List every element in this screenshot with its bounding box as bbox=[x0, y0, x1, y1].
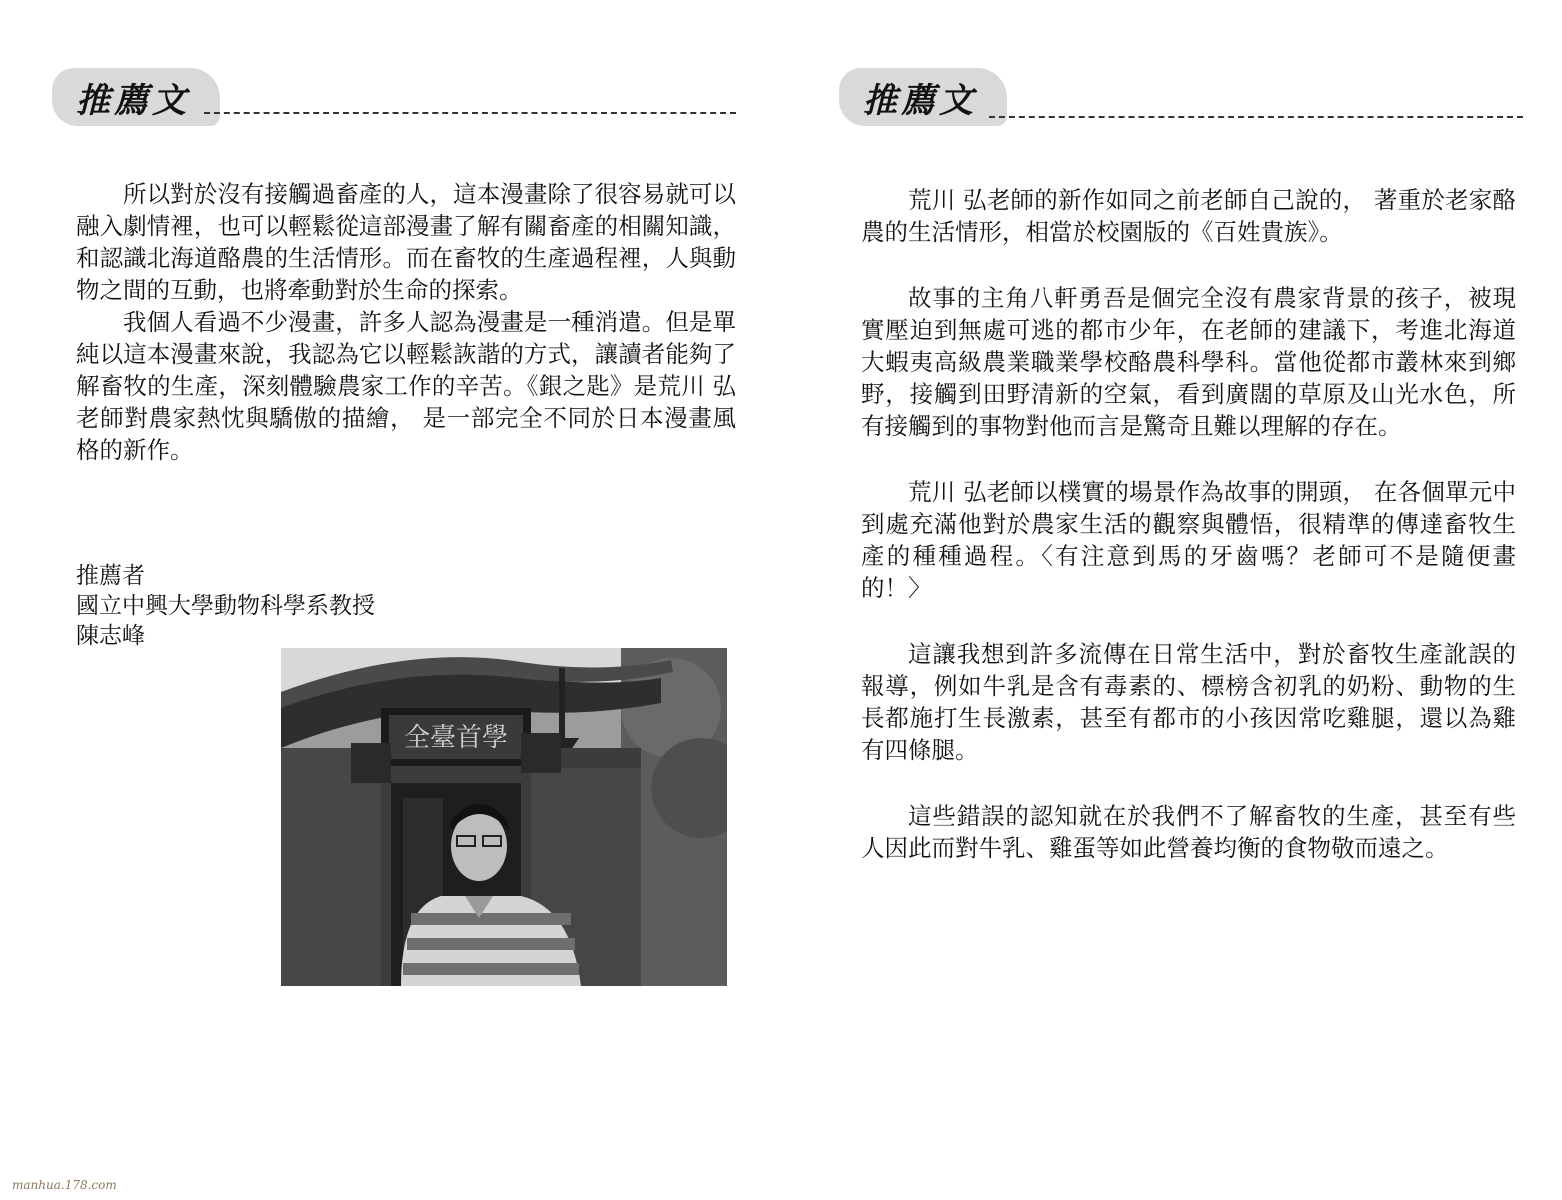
recommender-block bbox=[76, 561, 375, 651]
right-page bbox=[781, 0, 1562, 1200]
recommender-name: 陳志峰 bbox=[76, 623, 145, 649]
right-body-text bbox=[861, 184, 1516, 898]
left-header-title: 推薦文 bbox=[76, 80, 190, 121]
right-paragraph-1: 荒川 弘老師的新作如同之前老師自己說的， 著重於老家酪農的生活情形，相當於校園版的《百姓貴族》。 bbox=[861, 186, 1516, 246]
recommender-affiliation: 國立中興大學動物科學系教授 bbox=[76, 593, 375, 619]
photo-illustration bbox=[281, 648, 727, 986]
right-header-title: 推薦文 bbox=[863, 80, 977, 121]
photo-plaque-text: 全臺首學 bbox=[403, 723, 509, 753]
right-paragraph-3: 荒川 弘老師以樸實的場景作為故事的開頭， 在各個單元中到處充滿他對於農家生活的觀察與體悟，很精準的傳達畜牧生產的種種過程。〈有注意到馬的牙齒嗎？老師可不是隨便畫的！〉 bbox=[861, 478, 1516, 602]
right-header-tab bbox=[839, 68, 1007, 126]
right-paragraph-2: 故事的主角八軒勇吾是個完全沒有農家背景的孩子，被現實壓迫到無處可逃的都市少年，在老師的建議下，考進北海道大蝦夷高級農業職業學校酪農科學科。當他從都市叢林來到鄉野，接觸到田野清新的空氣，看到廣闊的草原及山光水色，所有接觸到的事物對他而言是驚奇且難以理解的存在。 bbox=[861, 284, 1516, 440]
left-body-text bbox=[76, 178, 736, 466]
left-paragraph-1: 所以對於沒有接觸過畜產的人，這本漫畫除了很容易就可以融入劇情裡，也可以輕鬆從這部漫畫了解有關畜產的相關知識，和認識北海道酪農的生活情形。而在畜牧的生產過程裡，人與動物之間的互動，也將牽動對於生命的探索。 bbox=[76, 180, 736, 304]
right-header-rule bbox=[989, 116, 1523, 118]
recommender-label: 推薦者 bbox=[76, 563, 145, 589]
left-header-rule bbox=[204, 112, 736, 114]
left-paragraph-2: 我個人看過不少漫畫，許多人認為漫畫是一種消遣。但是單純以這本漫畫來說，我認為它以輕鬆詼諧的方式，讓讀者能夠了解畜牧的生產，深刻體驗農家工作的辛苦。《銀之匙》是荒川 弘老師對農家熱忱與驕傲的描繪， 是一部完全不同於日本漫畫風格的新作。 bbox=[76, 308, 736, 464]
recommender-photo bbox=[281, 648, 727, 986]
left-header-tab bbox=[52, 68, 220, 126]
right-paragraph-5: 這些錯誤的認知就在於我們不了解畜牧的生產，甚至有些人因此而對牛乳、雞蛋等如此營養均衡的食物敬而遠之。 bbox=[861, 802, 1516, 862]
right-paragraph-4: 這讓我想到許多流傳在日常生活中，對於畜牧生產訛誤的報導，例如牛乳是含有毒素的、標榜含初乳的奶粉、動物的生長都施打生長激素，甚至有都市的小孩因常吃雞腿，還以為雞有四條腿。 bbox=[861, 640, 1516, 764]
watermark: manhua.178.com bbox=[12, 1178, 117, 1192]
